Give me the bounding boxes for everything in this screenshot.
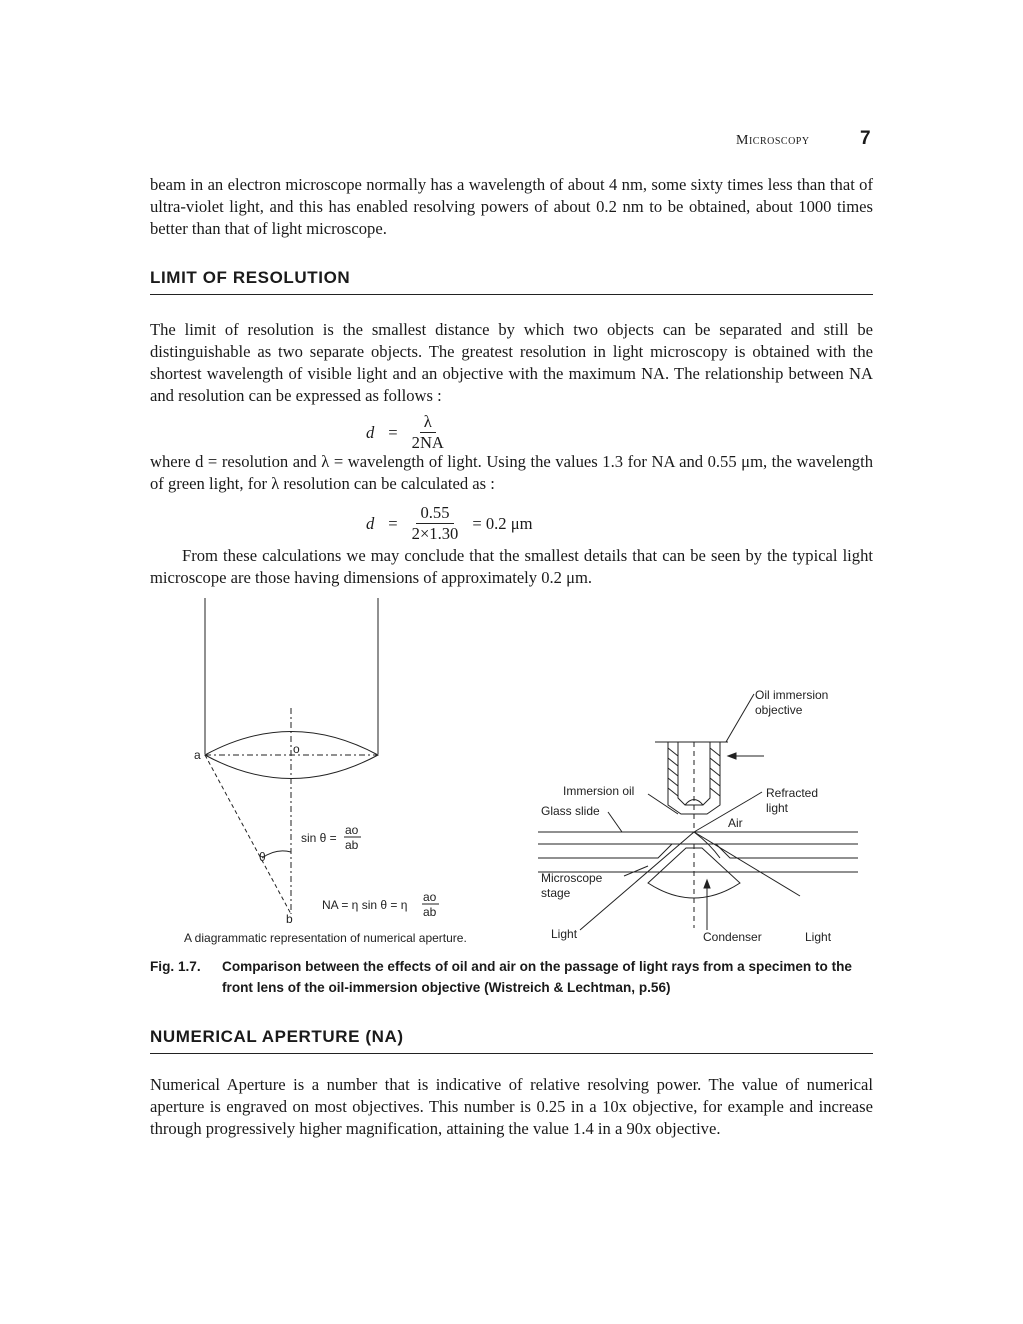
label-refracted: Refracted	[766, 786, 819, 800]
where-paragraph: where d = resolution and λ = wavelength of light. Using the values 1.3 for NA and 0.55 μm, the wavelength of green light, for λ resolution can be calculated as :	[150, 452, 873, 493]
section-heading-numerical-aperture: NUMERICAL APERTURE (NA)	[150, 1027, 873, 1054]
label-a: a	[194, 748, 201, 762]
ray-left	[580, 832, 800, 930]
refracted-ray	[694, 798, 752, 832]
limit-paragraph: The limit of resolution is the smallest distance by which two objects can be separated and still be distinguishable as two separate objects. The greatest resolution in light microscopy is obtained with the shortest wavelength of visible light and an objective with the maximum NA. The relationship between NA and resolution can be expressed as follows :	[150, 320, 873, 405]
stage-top	[538, 844, 858, 858]
leader-refracted	[752, 792, 762, 798]
marginal-ray	[205, 755, 291, 914]
label-microscope: Microscope	[541, 871, 603, 885]
sin-formula: sin θ =	[301, 831, 337, 845]
equation-equals: =	[388, 513, 398, 533]
figure-caption-label: Fig. 1.7.	[150, 959, 201, 974]
fraction-numerator: λ	[420, 412, 436, 433]
numerical-aperture-diagram	[184, 598, 467, 945]
label-stage: stage	[541, 886, 571, 900]
intro-paragraph: beam in an electron microscope normally has a wavelength of about 4 nm, some sixty times less than that of ultra-violet light, and this has enabled resolving powers of about 0.2 nm to be obtained, about 1000 times better than that of light microscope.	[150, 175, 873, 238]
oil-immersion-diagram	[538, 688, 858, 944]
equation-lhs: d	[366, 513, 375, 533]
label-refracted-light: light	[766, 801, 789, 815]
equation-equals: =	[388, 422, 398, 442]
numerical-aperture-paragraph: Numerical Aperture is a number that is indicative of relative resolving power. The value of numerical aperture is engraved on most objectives. This number is 0.25 in a 10x objective, for example and increase through progressively higher magnification, attaining the value 1.4 in a 90x objective.	[150, 1075, 873, 1138]
label-immersion-oil: Immersion oil	[563, 784, 635, 798]
equation-resolution	[366, 412, 458, 453]
figure-caption	[150, 956, 873, 998]
label-objective: objective	[755, 703, 803, 717]
label-glass-slide: Glass slide	[541, 804, 600, 818]
section-heading-limit-of-resolution: LIMIT OF RESOLUTION	[150, 268, 873, 295]
fraction-denominator: 2×1.30	[411, 524, 459, 543]
left-diagram-caption: A diagrammatic representation of numerical aperture.	[184, 931, 467, 945]
na-denominator: ab	[423, 905, 437, 919]
conclusion-paragraph: From these calculations we may conclude that the smallest details that can be seen by the typical light microscope are those having dimensions of approximately 0.2 μm.	[150, 546, 873, 587]
equation-lhs: d	[366, 422, 375, 442]
label-air: Air	[728, 816, 743, 830]
light-arrowhead	[704, 880, 710, 888]
label-theta: θ	[259, 850, 266, 864]
pointer-arrowhead	[728, 753, 736, 759]
figure-caption-text: Comparison between the effects of oil and air on the passage of light rays from a specimen to the front lens of the oil-immersion objective (Wistreich & Lechtman, p.56)	[222, 959, 852, 995]
theta-arc	[262, 851, 291, 858]
leader-oil-immersion	[726, 694, 754, 742]
figure-1-7	[150, 596, 873, 952]
label-light-right: Light	[805, 930, 832, 944]
equation-fraction	[408, 412, 448, 453]
leader-immersion-oil	[648, 794, 678, 814]
na-numerator: ao	[423, 890, 437, 904]
page-number: 7	[860, 128, 871, 149]
sin-numerator: ao	[345, 823, 359, 837]
na-formula: NA = η sin θ = η	[322, 898, 408, 912]
running-title: Microscopy	[736, 133, 810, 148]
label-o: o	[293, 742, 300, 756]
label-oil-immersion: Oil immersion	[755, 688, 829, 702]
equation-fraction	[408, 503, 463, 544]
sin-denominator: ab	[345, 838, 359, 852]
equation-result: = 0.2 μm	[472, 513, 533, 533]
label-b: b	[286, 912, 293, 926]
fraction-denominator: 2NA	[411, 433, 444, 452]
fraction-numerator: 0.55	[416, 503, 453, 524]
leader-glass-slide	[608, 812, 622, 832]
label-light-left: Light	[551, 927, 578, 941]
label-condenser: Condenser	[703, 930, 762, 944]
equation-calculation	[366, 503, 533, 544]
